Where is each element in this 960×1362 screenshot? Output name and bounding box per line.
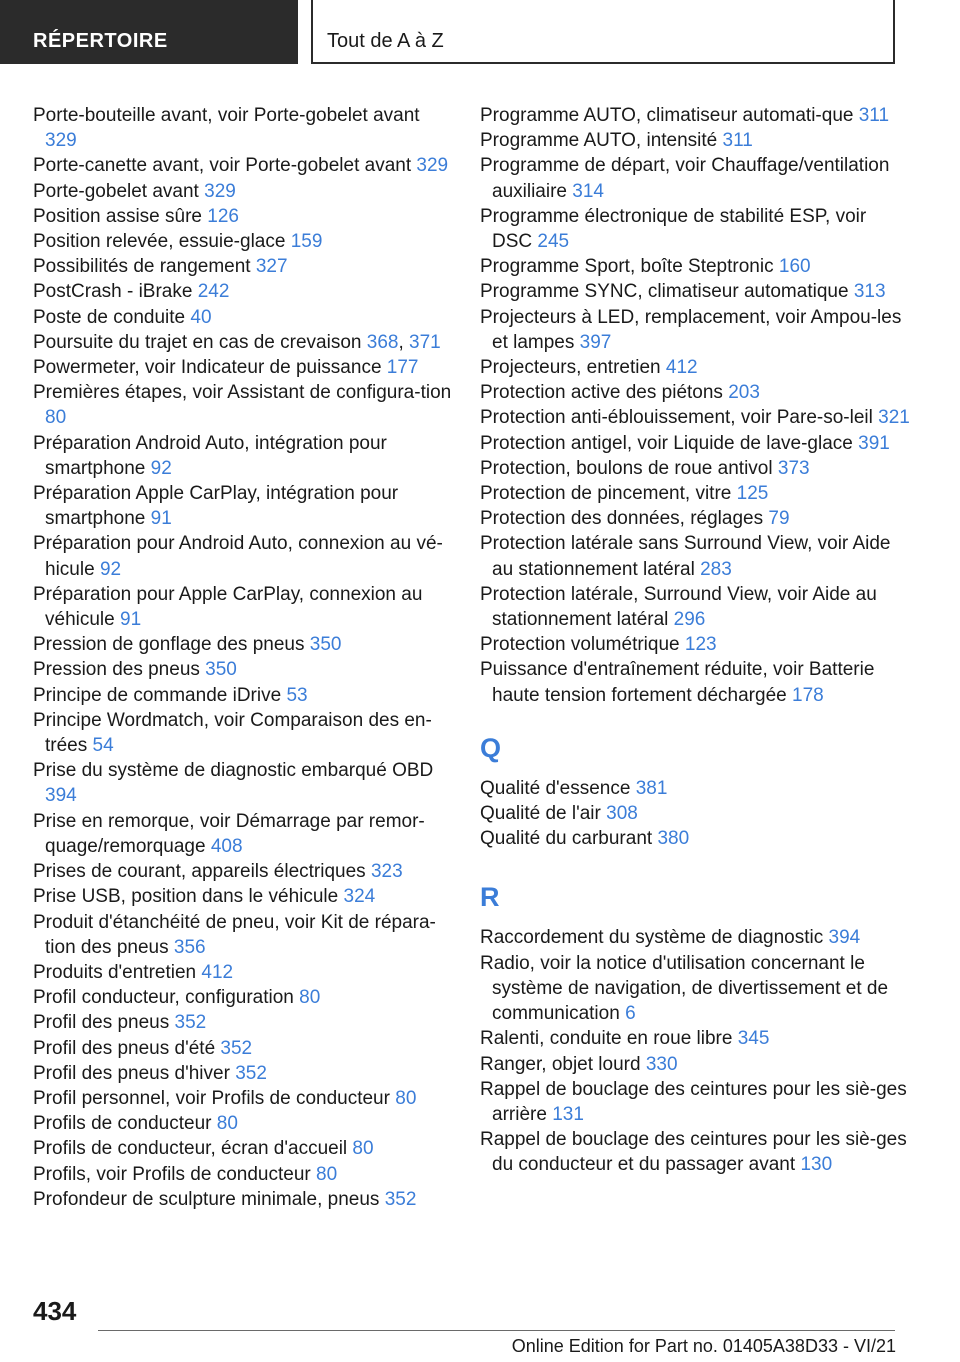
index-entry: [33, 910, 453, 960]
index-entry-text: Porte-gobelet avant: [33, 180, 199, 202]
page-reference-link[interactable]: 380: [657, 828, 690, 850]
index-entry-text: Profils, voir Profils de conducteur: [33, 1163, 311, 1185]
index-entry: [480, 204, 910, 254]
page-reference-link[interactable]: 79: [768, 508, 790, 530]
page-reference-link[interactable]: 91: [150, 508, 172, 530]
page-reference-link[interactable]: 54: [92, 735, 114, 757]
index-entry-text: Préparation Apple CarPlay, intégration pour smartphone: [33, 483, 399, 530]
index-entry: [33, 1086, 453, 1111]
index-entry-text: Possibilités de rangement: [33, 256, 251, 278]
index-entry-text: Prises de courant, appareils électriques: [33, 861, 366, 883]
index-entry: [33, 632, 453, 657]
index-entry-text: PostCrash - iBrake: [33, 281, 193, 303]
index-entry: [33, 1061, 453, 1086]
letter-heading-r: R: [480, 882, 500, 913]
chapter-title: Tout de A à Z: [327, 30, 444, 52]
index-entry: [480, 776, 910, 801]
page-reference-link[interactable]: 313: [853, 281, 886, 303]
index-entry: [480, 1127, 910, 1177]
index-entry-text: Protection latérale, Surround View, voir Aide au stationnement latéral: [480, 583, 877, 631]
index-list-q: [480, 776, 910, 852]
page-reference-link[interactable]: 80: [216, 1113, 238, 1135]
page-reference-link[interactable]: 80: [352, 1138, 374, 1160]
page-reference-link[interactable]: 329: [45, 130, 77, 152]
index-entry-text: Profils de conducteur: [33, 1113, 212, 1135]
index-entry-text: Projecteurs, entretien: [480, 357, 661, 379]
index-entry: [480, 279, 910, 304]
page-reference-link[interactable]: 412: [201, 961, 234, 983]
page-reference-link[interactable]: 352: [235, 1062, 267, 1084]
index-entry-text: Position relevée, essuie-glace: [33, 231, 286, 253]
index-entry-text: Profondeur de sculpture minimale, pneus: [33, 1188, 380, 1210]
index-entry: [480, 380, 910, 405]
index-entry-text: Profil des pneus d'été: [33, 1037, 216, 1059]
index-entry-text: Protection active des piétons: [480, 382, 723, 404]
page-reference-link[interactable]: 373: [777, 457, 810, 479]
index-entry: [33, 355, 453, 380]
index-entry-text: Programme de départ, voir Chauffage/ventilation auxiliaire: [480, 155, 890, 202]
index-entry-text: Produits d'entretien: [33, 961, 197, 983]
page-reference-link[interactable]: 6: [625, 1003, 636, 1025]
index-entry: [33, 1187, 453, 1212]
page-reference-link[interactable]: 160: [778, 256, 811, 278]
page-reference-link[interactable]: 352: [384, 1188, 417, 1210]
section-tab: [0, 0, 298, 64]
page-reference-link[interactable]: 311: [858, 105, 890, 126]
index-entry: [480, 153, 910, 203]
index-entry: [480, 254, 910, 279]
index-entry-text: Protection anti-éblouissement, voir Pare-so-leil: [480, 407, 873, 429]
index-entry-text: Ranger, objet lourd: [480, 1053, 641, 1075]
page-reference-link[interactable]: 159: [290, 231, 323, 253]
index-entry-text: Rappel de bouclage des ceintures pour les siè-ges du conducteur et du passager avant: [480, 1129, 907, 1176]
index-entry-text: Programme SYNC, climatiseur automatique: [480, 281, 849, 303]
index-entry-text: Produit d'étanchéité de pneu, voir Kit de répara-tion des pneus: [33, 911, 436, 958]
index-entry: [480, 481, 910, 506]
letter-heading-q: Q: [480, 732, 502, 763]
index-entry-text: Qualité de l'air: [480, 803, 601, 825]
index-entry-text: Raccordement du système de diagnostic: [480, 927, 824, 949]
index-entry: [480, 632, 910, 657]
index-entry: [33, 657, 453, 682]
index-entry: [480, 925, 910, 950]
index-entry-text: Porte-canette avant, voir Porte-gobelet avant: [33, 155, 412, 177]
page-reference-link[interactable]: 350: [205, 659, 237, 681]
page-reference-link[interactable]: 323: [370, 861, 403, 883]
index-entry-text: Protection latérale sans Surround View, voir Aide au stationnement latéral: [480, 533, 891, 580]
page-reference-link[interactable]: 408: [210, 835, 243, 857]
page-reference-link[interactable]: 92: [99, 558, 122, 580]
index-entry: [33, 254, 453, 279]
index-entry: [33, 531, 453, 581]
index-entry: [33, 1010, 453, 1035]
index-entry-text: Protection, boulons de roue antivol: [480, 457, 773, 479]
page-reference-link[interactable]: 242: [197, 281, 230, 303]
index-entry-text: Programme électronique de stabilité ESP, voir DSC: [480, 205, 867, 253]
index-entry-text: Qualité d'essence: [480, 777, 631, 799]
index-entry: [480, 826, 910, 851]
page-reference-link[interactable]: 368: [366, 331, 399, 353]
index-entry-text: Profils de conducteur, écran d'accueil: [33, 1138, 348, 1160]
edition-text: Online Edition for Part no. 01405A38D33 - VI/21: [511, 1336, 896, 1356]
index-entry-text: Position assise sûre: [33, 205, 202, 227]
index-entry-text: Poursuite du trajet en cas de crevaison: [33, 331, 362, 353]
page-reference-link[interactable]: 314: [572, 180, 604, 202]
index-entry: [33, 179, 453, 204]
index-list-r: [480, 925, 910, 1177]
index-entry-text: Prise USB, position dans le véhicule: [33, 886, 339, 908]
index-entry: [33, 758, 453, 808]
page-reference-link[interactable]: 308: [606, 803, 638, 825]
page-reference-link[interactable]: 80: [316, 1163, 338, 1185]
page-reference-link[interactable]: 327: [255, 256, 288, 278]
page-reference-link[interactable]: 91: [120, 609, 142, 631]
index-entry-text: Profil personnel, voir Profils de conducteur: [33, 1087, 390, 1109]
page-reference-link[interactable]: 394: [45, 785, 77, 807]
index-entry-text: Ralenti, conduite en roue libre: [480, 1028, 733, 1050]
index-entry-text: Projecteurs à LED, remplacement, voir Ampou-les et lampes: [480, 306, 902, 353]
index-entry-text: Protection des données, réglages: [480, 508, 764, 530]
page-reference-link[interactable]: 126: [207, 205, 239, 227]
page-reference-link[interactable]: 330: [645, 1053, 678, 1075]
page-reference-link[interactable]: 92: [150, 457, 172, 479]
index-entry: [33, 1162, 453, 1187]
index-entry-text: Pression des pneus: [33, 659, 200, 681]
section-label: RÉPERTOIRE: [33, 30, 168, 52]
index-entry: Poursuite du trajet en cas de crevaison 368, 371: [33, 331, 441, 353]
page-reference-link[interactable]: 391: [858, 432, 890, 454]
page-reference-link[interactable]: 371: [409, 331, 441, 353]
page-reference-link[interactable]: 80: [299, 987, 321, 1009]
page-reference-link[interactable]: 324: [343, 886, 376, 908]
index-entry: [480, 531, 910, 581]
index-entry: [33, 582, 453, 632]
index-entry-text: Prise en remorque, voir Démarrage par remor-quage/remorquage: [33, 810, 425, 857]
index-entry: [480, 305, 910, 355]
page-reference-link[interactable]: 345: [737, 1028, 770, 1050]
index-entry-text: Programme Sport, boîte Steptronic: [480, 256, 774, 278]
index-entry: [33, 204, 453, 229]
page-reference-link[interactable]: 329: [204, 180, 236, 202]
page-reference-link[interactable]: 412: [665, 357, 698, 379]
index-entry-text: Puissance d'entraînement réduite, voir Batterie haute tension fortement déchargée: [480, 659, 875, 706]
page-reference-link[interactable]: 40: [190, 306, 212, 328]
index-entry-text: Principe de commande iDrive: [33, 684, 282, 706]
index-entry: [33, 859, 453, 884]
index-entry: [33, 683, 453, 708]
index-entry-text: Préparation Android Auto, intégration pour smartphone: [33, 432, 387, 479]
footer-divider: [98, 1330, 895, 1331]
index-entry-text: Programme AUTO, climatiseur automati-que: [480, 105, 854, 126]
page-reference-link[interactable]: 178: [792, 684, 824, 706]
index-entry: [480, 1026, 910, 1051]
index-entry: [33, 1036, 453, 1061]
page-reference-link[interactable]: 311: [722, 130, 753, 152]
index-entry-text: Rappel de bouclage des ceintures pour les siè-ges arrière: [480, 1078, 907, 1125]
index-entry: [480, 431, 910, 456]
index-entry-text: Porte-bouteille avant, voir Porte-gobelet avant: [33, 105, 420, 126]
page-reference-link[interactable]: 123: [684, 634, 717, 656]
index-entry-text: Préparation pour Android Auto, connexion au vé-hicule: [33, 533, 443, 580]
page-reference-link[interactable]: 350: [309, 634, 342, 656]
page-reference-link[interactable]: 296: [673, 609, 706, 631]
index-entry: [33, 153, 453, 178]
index-entry: [480, 405, 910, 430]
index-entry-text: Protection de pincement, vitre: [480, 483, 732, 505]
index-entry: [33, 1111, 453, 1136]
index-entry: [480, 951, 910, 1027]
page-reference-link[interactable]: 381: [635, 777, 668, 799]
page-header: [0, 0, 960, 66]
index-entry: [480, 355, 910, 380]
index-entry: [33, 884, 453, 909]
page-reference-link[interactable]: 352: [174, 1012, 207, 1034]
index-entry: [33, 1136, 453, 1161]
index-entry: [33, 985, 453, 1010]
page-reference-link[interactable]: 80: [45, 407, 67, 429]
index-entry: [33, 809, 453, 859]
index-entry-text: Qualité du carburant: [480, 828, 653, 850]
index-list-p: [480, 103, 910, 708]
index-entry: [480, 103, 910, 128]
index-entry-text: Protection antigel, voir Liquide de lave-glace: [480, 432, 853, 454]
page-number: 434: [33, 1296, 77, 1326]
index-column-left: [33, 103, 453, 1212]
chapter-tab: [311, 0, 895, 64]
page-reference-link[interactable]: 245: [537, 231, 570, 253]
page-reference-link[interactable]: 394: [828, 927, 861, 949]
index-entry: [33, 305, 453, 330]
page-reference-link[interactable]: 352: [220, 1037, 253, 1059]
index-entry: [33, 431, 453, 481]
index-entry-text: Préparation pour Apple CarPlay, connexion au véhicule: [33, 583, 423, 631]
index-entry-text: Powermeter, voir Indicateur de puissance: [33, 357, 382, 379]
index-entry: [33, 103, 453, 153]
index-entry: [33, 279, 453, 304]
index-entry: [480, 1052, 910, 1077]
index-entry-text: Prise du système de diagnostic embarqué OBD: [33, 760, 434, 782]
index-entry: [480, 801, 910, 826]
index-entry: [33, 229, 453, 254]
page-reference-link[interactable]: 130: [800, 1154, 833, 1176]
index-entry-text: Radio, voir la notice d'utilisation concernant le système de navigation, de divertissement et de communication: [480, 952, 889, 1025]
page-reference-link[interactable]: 329: [416, 155, 449, 177]
index-entry: [480, 456, 910, 481]
index-column-right: [480, 103, 910, 1178]
page-reference-link[interactable]: 356: [173, 936, 206, 958]
page-reference-link[interactable]: 321: [878, 407, 910, 429]
index-entry: [33, 960, 453, 985]
index-entry-text: Profil conducteur, configuration: [33, 987, 294, 1009]
page-reference-link[interactable]: 80: [395, 1087, 417, 1109]
page-reference-link[interactable]: 125: [736, 483, 769, 505]
page-reference-link[interactable]: 131: [552, 1103, 584, 1125]
index-entry-text: Premières étapes, voir Assistant de configura-tion: [33, 382, 452, 404]
index-entry: [480, 128, 910, 153]
index-entry: [480, 582, 910, 632]
index-entry-text: Profil des pneus d'hiver: [33, 1062, 230, 1084]
page-reference-link[interactable]: 283: [700, 558, 732, 580]
index-entry-text: Poste de conduite: [33, 306, 186, 328]
index-entry-text: Pression de gonflage des pneus: [33, 634, 305, 656]
page-reference-link[interactable]: 53: [286, 684, 308, 706]
index-entry: [480, 1077, 910, 1127]
index-entry-text: Profil des pneus: [33, 1012, 170, 1034]
index-list-left: [33, 103, 453, 1212]
index-entry: [33, 380, 453, 430]
page-reference-link[interactable]: 177: [386, 357, 419, 379]
index-entry: [480, 506, 910, 531]
index-entry-text: Protection volumétrique: [480, 634, 680, 656]
page-reference-link[interactable]: 397: [579, 331, 612, 353]
page-reference-link[interactable]: 203: [728, 382, 760, 404]
index-entry-text: Principe Wordmatch, voir Comparaison des en-trées: [33, 709, 432, 757]
index-entry: [33, 481, 453, 531]
index-entry-text: Programme AUTO, intensité: [480, 130, 718, 152]
index-entry: [480, 657, 910, 707]
index-entry: [33, 708, 453, 758]
